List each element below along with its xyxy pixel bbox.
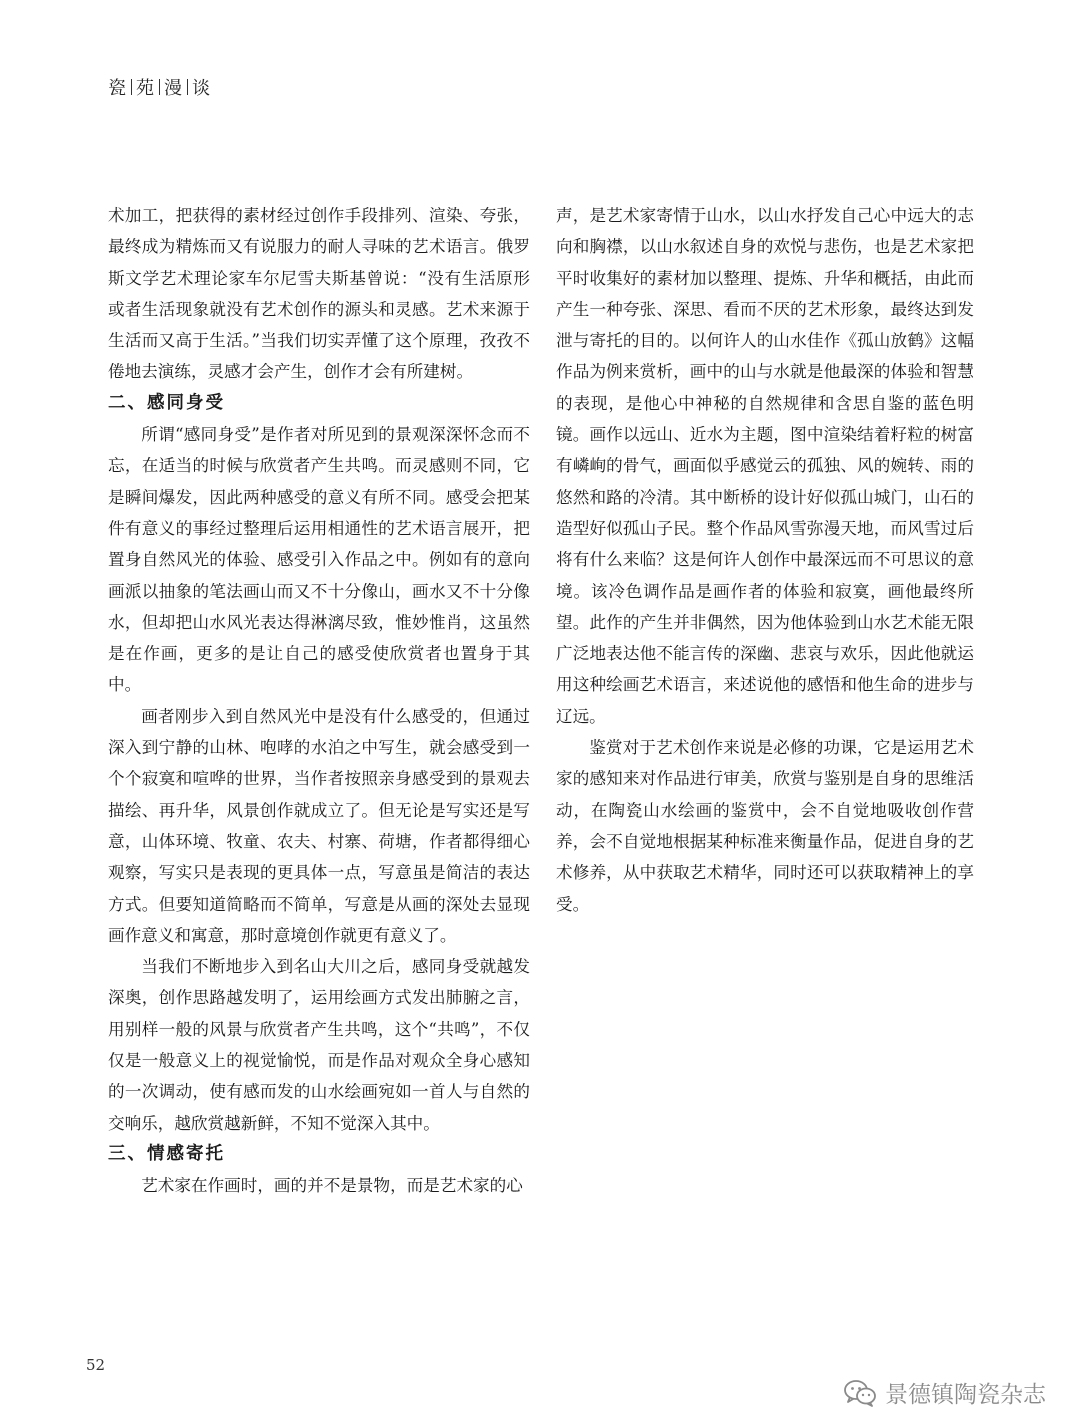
header-char: 漫 <box>164 78 183 99</box>
header-char: 苑 <box>136 78 155 99</box>
watermark-text: 景德镇陶瓷杂志 <box>885 1382 1046 1408</box>
header-divider <box>159 79 160 95</box>
body-paragraph: 当我们不断地步入到名山大川之后，感同身受就越发深奥，创作思路越发明了，运用绘画方式发出肺腑之言，用别样一般的风景与欣赏者产生共鸣，这个“共鸣”，不仅仅是一般意义上的视觉愉悦，而是作品对观众全身心感知的一次调动，使有感而发的山水绘画宛如一首人与自然的交响乐，越欣赏越新鲜，不知不觉深入其中。 <box>108 957 530 1133</box>
body-paragraph: 艺术家在作画时，画的并不是景物，而是艺术家的心 <box>141 1176 523 1196</box>
section-heading-3: 三、情感寄托 <box>108 1143 225 1164</box>
right-column <box>556 200 974 920</box>
continued-paragraph: 术加工，把获得的素材经过创作手段排列、渲染、夸张，最终成为精炼而又有说服力的耐人寻味的艺术语言。俄罗斯文学艺术理论家车尔尼雪夫斯基曾说：“没有生活原形或者生活现象就没有艺术创作的源头和灵感。艺术来源于生活而又高于生活。”当我们切实弄懂了这个原理，孜孜不倦地去演练，灵感才会产生，创作才会有所建树。 <box>108 206 530 382</box>
header-char: 谈 <box>192 78 211 99</box>
continued-paragraph: 声，是艺术家寄情于山水，以山水抒发自己心中远大的志向和胸襟，以山水叙述自身的欢悦与悲伤，也是艺术家把平时收集好的素材加以整理、提炼、升华和概括，由此而产生一种夸张、深思、看而不厌的艺术形象，最终达到发泄与寄托的目的。以何许人的山水佳作《孤山放鹤》这幅作品为例来赏析，画中的山与水就是他最深的体验和智慧的表现，是他心中神秘的自然规律和含思自鉴的蓝色明镜。画作以远山、近水为主题，图中渲染结着籽粒的树富有嶙峋的骨气，画面似乎感觉云的孤独、风的婉转、雨的悠然和路的冷清。其中断桥的设计好似孤山城门，山石的造型好似孤山子民。整个作品风雪弥漫天地，而风雪过后将有什么来临？这是何许人创作中最深远而不可思议的意境。该冷色调作品是画作者的体验和寂寞，画他最终所望。此作的产生并非偶然，因为他体验到山水艺术能无限广泛地表达他不能言传的深幽、悲哀与欢乐，因此他就运用这种绘画艺术语言，来述说他的感悟和他生命的进步与辽远。 <box>556 206 974 726</box>
header-divider <box>187 79 188 95</box>
header-divider <box>131 79 132 95</box>
body-paragraph: 鉴赏对于艺术创作来说是必修的功课，它是运用艺术家的感知来对作品进行审美，欣赏与鉴别是自身的思维活动，在陶瓷山水绘画的鉴赏中，会不自觉地吸收创作营养，会不自觉地根据某种标准来衡量作品，促进自身的艺术修养，从中获取艺术精华，同时还可以获取精神上的享受。 <box>556 738 974 914</box>
left-column <box>108 200 530 1202</box>
running-header <box>108 74 211 100</box>
header-char: 瓷 <box>108 78 127 99</box>
body-paragraph: 所谓“感同身受”是作者对所见到的景观深深怀念而不忘，在适当的时候与欣赏者产生共鸣。而灵感则不同，它是瞬间爆发，因此两种感受的意义有所不同。感受会把某件有意义的事经过整理后运用相通性的艺术语言展开，把置身自然风光的体验、感受引入作品之中。例如有的意向画派以抽象的笔法画山而又不十分像山，画水又不十分像水，但却把山水风光表达得淋漓尽致，惟妙惟肖，这虽然是在作画，更多的是让自己的感受使欣赏者也置身于其中。 <box>108 425 530 695</box>
section-heading-2: 二、感同身受 <box>108 392 225 413</box>
watermark <box>843 1376 1046 1409</box>
wechat-icon <box>843 1379 877 1407</box>
body-paragraph: 画者刚步入到自然风光中是没有什么感受的，但通过深入到宁静的山林、咆哮的水泊之中写生，就会感受到一个个寂寞和喧哗的世界，当作者按照亲身感受到的景观去描绘、再升华，风景创作就成立了。但无论是写实还是写意，山体环境、牧童、农夫、村寨、荷塘，作者都得细心观察，写实只是表现的更具体一点，写意虽是简洁的表达方式。但要知道简略而不简单，写意是从画的深处去显现画作意义和寓意，那时意境创作就更有意义了。 <box>108 706 530 945</box>
page-number: 52 <box>86 1356 106 1374</box>
